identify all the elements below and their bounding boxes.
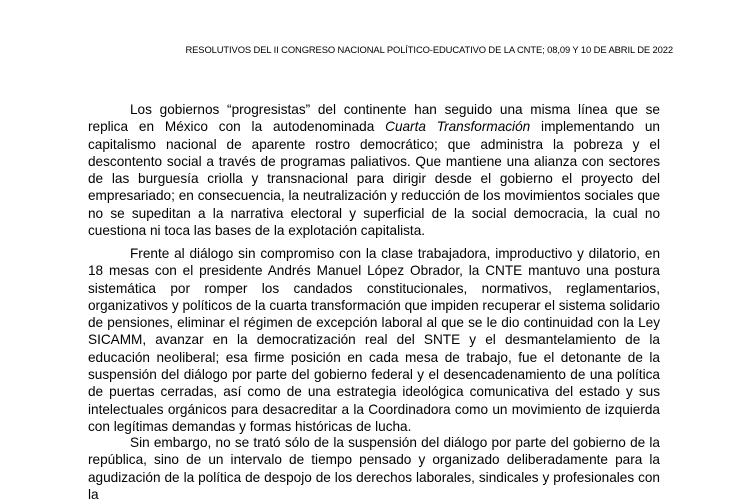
paragraph-2	[88, 245, 660, 435]
paragraph-1-emphasis: Cuarta Transformación	[385, 119, 531, 135]
paragraph-1-text-a: Los gobiernos “progresistas” del continente han seguido una misma línea que se replica en México con la autodenominada	[88, 102, 660, 135]
paragraph-3-text: Sin embargo, no se trató sólo de la suspensión del diálogo por parte del gobierno de la república, sino de un intervalo de tiempo pensado y organizado deliberadamente para la agudización de la política de despojo de los derechos laborales, sindicales y profesionales con la	[88, 435, 660, 502]
paragraph-1-text-b: implementando un capitalismo nacional de aparente rostro democrático; que administra la pobreza y el descontento social a través de programas paliativos. Que mantiene una alianza con sectores de las burguesía criolla y transnacional para dirigir desde el gobierno el proyecto del empresariado; en consecuencia, la neutralización y reducción de los movimientos sociales que no se supeditan a la narrativa electoral y superficial de la social democracia, la cual no cuestiona ni toca las bases de la explotación capitalista.	[88, 119, 660, 239]
paragraph-3	[88, 434, 660, 503]
paragraph-1	[88, 101, 660, 239]
running-header: RESOLUTIVOS DEL II CONGRESO NACIONAL POLÍTICO-EDUCATIVO DE LA CNTE; 08,09 Y 10 DE ABRIL DE 2022	[185, 44, 673, 55]
paragraph-2-text: Frente al diálogo sin compromiso con la clase trabajadora, improductivo y dilatorio, en 18 mesas con el presidente Andrés Manuel López Obrador, la CNTE mantuvo una postura sistemática por romper los candados constitucionales, normativos, reglamentarios, organizativos y políticos de la cuarta transformación que impiden recuperar el sistema solidario de pensiones, eliminar el régimen de excepción laboral al que se le dio continuidad con la Ley SICAMM, avanzar en la democratización real del SNTE y el desmantelamiento de la educación neoliberal; esa firme posición en cada mesa de trabajo, fue el detonante de la suspensión del diálogo por parte del gobierno federal y el desencadenamiento de una política de puertas cerradas, así como de una estrategia ideológica comunicativa del estado y sus intelectuales orgánicos para desacreditar a la Coordinadora como un movimiento de izquierda con legítimas demandas y formas históricas de lucha.	[88, 246, 660, 434]
